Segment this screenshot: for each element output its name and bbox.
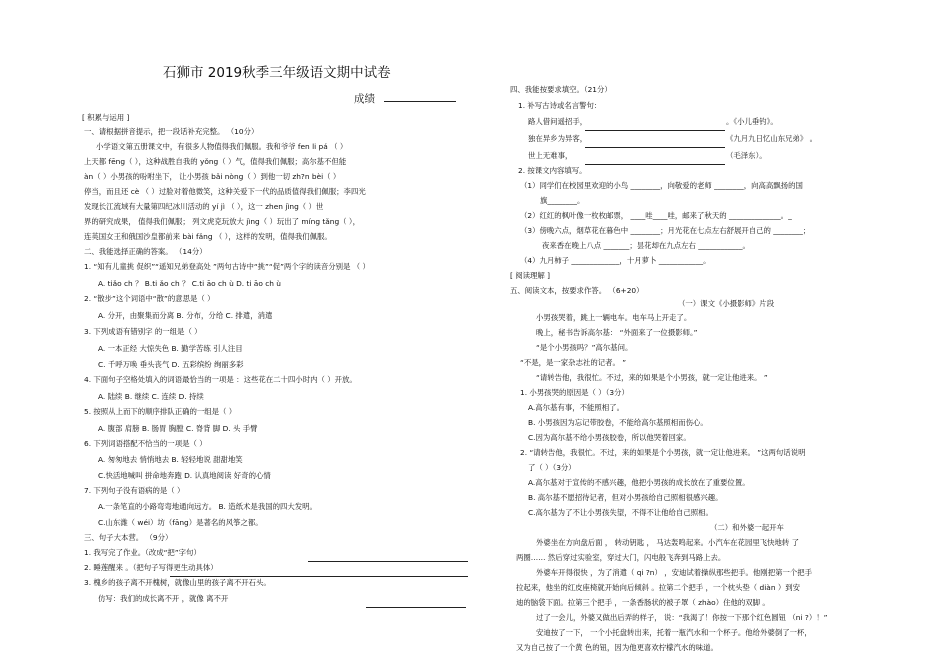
text-line: 晚上，秘书告诉高尔基： “外面来了一位摄影师。” [536,328,698,337]
text-line: C.因为高尔基不给小男孩胶卷，所以他哭着回家。 [528,433,691,442]
score-label: 成绩 [354,93,375,105]
text-line: C.高尔基为了不让小男孩失望，不得不让他给自己照相。 [528,508,713,517]
text-line: A. 匆匆地去 悄悄地去 B. 轻轻地说 甜甜地笑 [98,455,243,464]
score-field [354,93,456,106]
text-line: 外婆坐在方向盘后面 ， 转动钥匙 ， 马达轰鸣起来。小汽车在花园里飞快地转 了 [536,538,800,547]
answer-line[interactable] [170,576,468,577]
text-line: 四、我能按要求填空。（21分） [510,85,612,94]
text-line: 连英国女王和俄国沙皇都前来 bài fǎng （ ），这样的发明，值得我们佩服。 [84,232,332,241]
text-line: 4. 下面句子空格处填入的词语最恰当的一项是 ：这些花在二十四小时内（ ）开放。 [84,375,357,384]
text-line: A. 腹部 肩膀 B. 肠胃 胸膛 C. 脊背 脚 D. 头 手臂 [98,424,258,433]
text-line: 上天都 fēng（ ），这种战胜自我的 yǒng（ ）气，值得我们佩服；高尔基不但能 [84,157,347,166]
text-line: 过了一会儿，外婆又做出后弄的样子， 说：“我渴了！你按一下那个红色圆钮 （ni ?）！” [536,613,828,622]
text-line: 3. 下列成语有错别字 的一组是（ ） [84,327,202,336]
text-line: A. 一本正经 大惊失色 B. 勤学苦练 引人注目 [98,344,243,353]
text-line: 1. 补写古诗或名言警句： [518,101,602,110]
text-line: 拉起来，他坐的红皮座椅就开始向后倾斜 。拉第二个把手 ，一个枕头垫（ diàn ）到安 [516,583,801,592]
text-line: àn（ ）小男孩的吩咐坐下， 让小男孩 bǎi nòng（ ）到他一切 zh?n bèi（ ） [84,172,341,181]
text-line: 仿写：我们的成长离不开 ，就像 离不开 [98,594,229,603]
text-line: （一）课文《小摄影师》片段 [678,299,775,308]
text-line: 2. “请转告他，我很忙。不过，来的如果是个小男孩，就一定让他进来。 ”这两句话说明 [520,448,806,457]
text-line: 二、我能选择正确的答案。 （14分） [84,247,207,256]
text-line: 世上无难事， [528,151,573,160]
text-line: 夜来香在晚上八点 _______；昙花却在九点左右 ____________。 [542,241,750,250]
answer-line[interactable] [585,147,725,148]
text-line: 了（ ）（3分） [528,463,576,472]
text-line: B. 高尔基不愿招待记者，但对小男孩给自己照相很感兴趣。 [528,493,723,502]
text-line: A. 分开，由聚集而分离 B. 分布，分给 C. 排遣，消遣 [98,311,273,320]
text-line: [ 积累与运用 ] [82,113,130,122]
text-line: 发现长江流域有大量第四纪冰川活动的 yí jì （ ），这一 zhen jìng（ ）世 [84,202,324,211]
text-line: 安迪按了一下， 一个小托盘转出来，托着一瓶汽水和一个杯子。他给外婆倒了一杯， [536,628,812,637]
text-line: 停当，而且还 cè （ ）过脸对着他微笑，这种关爱下一代的品质值得我们佩服；李四光 [84,187,366,196]
text-line: A.高尔基有事，不能照相了。 [528,403,624,412]
text-line: 又为自己按了一个黄 色的钮，因为他更喜欢柠檬汽水的味道。 [516,643,718,652]
text-line: 一、请根据拼音提示，把一段话补充完整。 （10分） [84,127,259,136]
text-line: “请转告他，我很忙。不过，来的如果是个小男孩，就一定让他进来。 ” [536,373,768,382]
text-line: “不是，是一家杂志社的记者。 ” [520,358,627,367]
text-line: 两圈…… 然后穿过实验室，穿过大门，闪电般飞奔到马路上去。 [516,553,726,562]
text-line: “是个小男孩吗？”高尔基问。 [536,343,633,352]
text-line: C.山东潍（ wéi）坊（fāng）是著名的风筝之都。 [98,518,263,527]
text-line: 《九月九日忆山东兄弟》 。 [726,134,818,143]
text-line: （1）同学们在校园里欢迎的小鸟 ________，向敬爱的老师 ________，向高高飘扬的国 [520,181,803,190]
text-line: 独在异乡为异客， [528,134,588,143]
text-line: （2）红红的枫叶像一枚枚邮票， ____哇____哇，邮来了秋天的 ______________。_ [520,211,792,220]
text-line: A. tiǎo ch ？ B.ti ǎo ch ？ C.ti āo ch ù D. ti āo ch ù [98,279,281,288]
text-line: 6. 下列词语搭配不恰当的一项是（ ） [84,439,207,448]
text-line: 5. 按照从上而下的顺序排队正确的一组是（ ） [84,407,237,416]
text-line: A.高尔基对于宣传的不感兴趣，他把小男孩的成长放在了重要位置。 [528,478,750,487]
text-line: 小男孩哭着，跳上一辆电车。电车马上开走了。 [536,313,692,322]
text-line: 路人借问遥招手， [528,117,588,126]
answer-line[interactable] [366,607,466,608]
text-line: （3）傍晚六点，烟草花在暮色中 ________；月光花在七点左右舒展开自己的 ________； [520,226,811,235]
text-line: 小学语文第五册课文中，有很多人物值得我们佩服。我和爷爷 fen li pá （ ） [96,142,348,151]
answer-line[interactable] [308,561,468,562]
text-line: 1. “知有儿童挑 促织”“遥知兄弟登高处 ”两句古诗中“挑”“促”两个字的读音分别是 （ ） [84,262,370,271]
answer-line[interactable] [585,130,725,131]
text-line: [ 阅读理解 ] [510,271,551,280]
text-line: A.一条笔直的小路弯弯地通向远方。 B. 造纸术是我国的四大发明。 [98,502,317,511]
text-line: 三、句子大本营。 （9分） [84,533,173,542]
text-line: C.快活地喊叫 拼命地奔跑 D. 认真地阅读 好奇的心情 [98,471,271,480]
answer-line[interactable] [585,164,725,165]
score-blank[interactable] [384,94,456,102]
text-line: 7. 下列句子没有语病的是（ ） [84,486,185,495]
text-line: 2. 按课文内容填写。 [518,166,587,175]
text-line: （毛泽东）。 [726,151,767,160]
text-line: B. 小男孩因为忘记带胶卷，不能给高尔基照相而伤心。 [528,418,708,427]
text-line: C. 千呼万唤 垂头丧气 D. 五彩缤纷 绚丽多彩 [98,360,244,369]
text-line: （4）九月柿子 _____________，十月萝卜 ____________。 [520,256,711,265]
text-line: 2. 睡莲醒来 。（把句子写得更生动具体） [84,563,218,572]
text-line: （二）和外婆一起开车 [710,523,784,532]
text-line: 界的研究成果， 值得我们佩服； 列文虎克玩放大 jìng（ ）玩出了 míng tǎng（ ）， [84,217,360,226]
text-line: 五、阅读文本，按要求作答。 （6+20） [510,286,644,295]
text-line: 迪的脑袋下面。拉第三个把手 ，一条香肠状的被子罩（ zhào）住他的双脚 。 [516,598,770,607]
text-line: 2. “散步”这个词语中“散”的意思是（ ） [84,294,215,303]
text-line: 旗________。 [540,196,585,205]
text-line: 1. 小男孩哭的原因是（ ）（3分） [520,388,629,397]
text-line: 3. 槐乡的孩子离不开槐树，就像山里的孩子离不开石头。 [84,578,271,587]
text-line: 1. 我写完了作业。（改成“把”字句） [84,548,201,557]
text-line: 外婆车开得很快 ，为了消遣（ qi ?n） ，安迪试着操纵那些把手。他刚把第一个把手 [536,568,813,577]
text-line: A. 陆续 B. 继续 C. 连续 D. 持续 [98,392,204,401]
exam-title: 石狮市 2019秋季三年级语文期中试卷 [163,65,391,81]
text-line: 。《小儿垂钓》。 [726,117,778,126]
